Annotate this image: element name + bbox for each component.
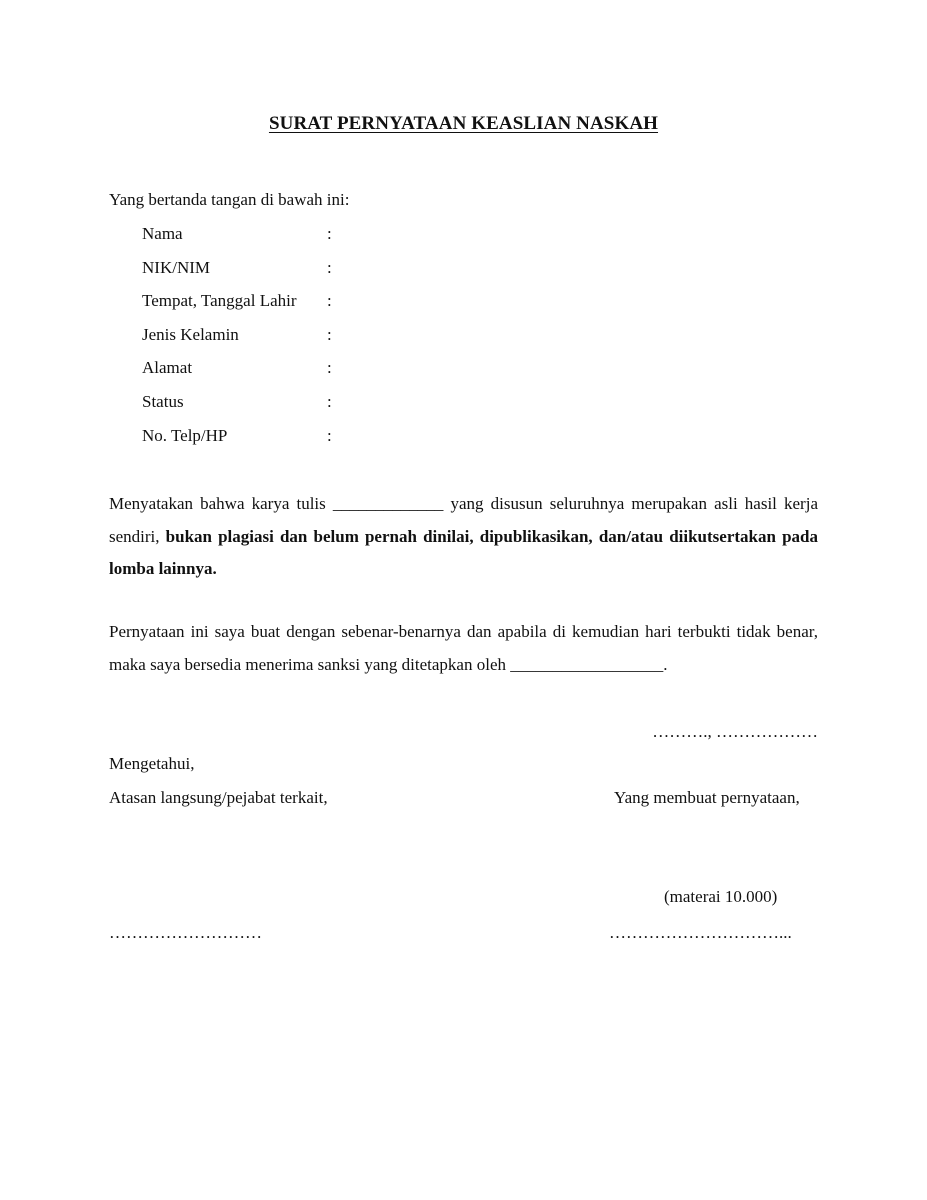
- acknowledged-label: Mengetahui,: [109, 754, 195, 773]
- field-colon: :: [327, 291, 332, 311]
- sanction-blank: __________________: [510, 654, 664, 674]
- statement-paragraph: [109, 488, 818, 586]
- field-row-nama: [142, 222, 542, 256]
- place-date-line: ………., ………………: [652, 722, 818, 741]
- field-label: Tempat, Tanggal Lahir: [142, 291, 297, 311]
- field-row-alamat: [142, 356, 542, 390]
- field-row-ttl: [142, 289, 542, 323]
- statement-bold-text: bukan plagiasi dan belum pernah dinilai, dipublikasikan, dan/atau diikutsertakan pada lomba lainnya.: [109, 526, 818, 578]
- declarant-label: Yang membuat pernyataan,: [614, 788, 800, 807]
- document-title: SURAT PERNYATAAN KEASLIAN NASKAH: [268, 113, 659, 134]
- field-label: Alamat: [142, 358, 193, 378]
- field-label: NIK/NIM: [142, 257, 210, 277]
- field-row-jenis-kelamin: [142, 323, 542, 357]
- field-label: Jenis Kelamin: [142, 324, 239, 344]
- field-row-nik: [142, 256, 542, 290]
- field-colon: :: [327, 391, 332, 411]
- field-colon: :: [327, 257, 332, 277]
- sanction-end: .: [663, 654, 668, 674]
- supervisor-label: Atasan langsung/pejabat terkait,: [109, 788, 328, 807]
- stamp-duty-note: (materai 10.000): [664, 887, 778, 906]
- sanction-paragraph: [109, 616, 818, 681]
- field-row-telp: [142, 424, 542, 458]
- statement-text-part1: Menyatakan bahwa karya tulis: [109, 494, 333, 513]
- field-colon: :: [327, 425, 332, 445]
- field-label: Status: [142, 391, 184, 411]
- field-row-status: [142, 390, 542, 424]
- field-label: Nama: [142, 224, 183, 243]
- identity-fields: [142, 222, 542, 457]
- sanction-text: Pernyataan ini saya buat dengan sebenar-benarnya dan apabila di kemudian hari terbukti tidak benar, maka saya bersedia menerima sanksi yang ditetapkan oleh: [109, 622, 818, 674]
- declarant-signature-line: …………………………...: [609, 923, 792, 942]
- supervisor-signature-line: ………………………: [109, 923, 262, 942]
- field-colon: :: [327, 324, 332, 344]
- statement-text-part2: yang disusun seluruhnya merupakan asli hasil kerja sendiri,: [109, 494, 818, 546]
- field-label: No. Telp/HP: [142, 425, 228, 445]
- field-colon: :: [327, 358, 332, 378]
- intro-text: Yang bertanda tangan di bawah ini:: [109, 190, 350, 209]
- field-colon: :: [327, 224, 332, 243]
- title-blank: _____________: [332, 494, 444, 513]
